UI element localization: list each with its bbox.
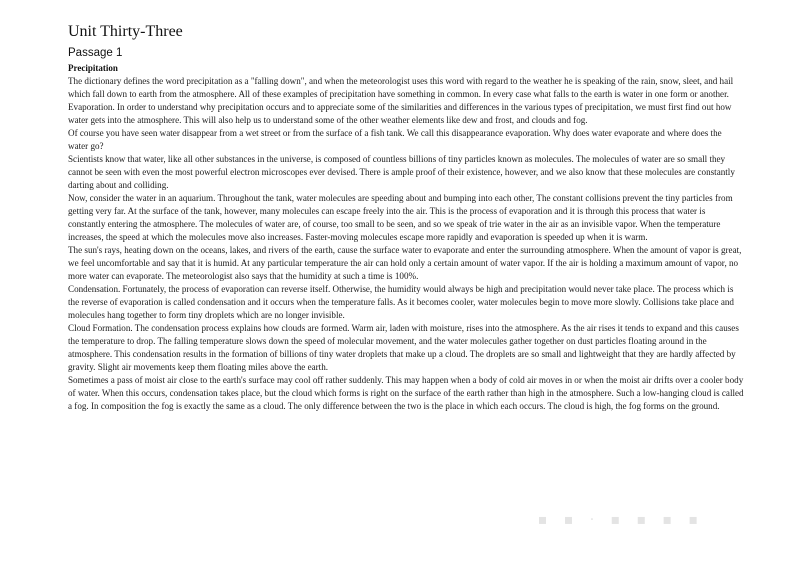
passage-label: Passage 1: [68, 47, 123, 59]
paragraph-sun-rays: The sun's rays, heating down on the oceans, lakes, and rivers of the earth, cause the surface water to evaporate and enter the surrounding atmosphere. When the amount of vapor is great, we feel uncomfortable and say that it is humid. At any particular temperature the air can hold only a certain amount of water vapor. If the air is holding a maximum amount of vapor, no more water can evaporate. The meteorologist also says that the humidity at such a time is 100%.: [68, 245, 742, 281]
paragraph-cloud-formation: Cloud Formation. The condensation process explains how clouds are formed. Warm air, laden with moisture, rises into the atmosphere. As the air rises it tends to expand and this causes the temperature to drop. The falling temperature slows down the speed of molecular movement, and the water molecules gather together on dust particles floating around in the atmosphere. This condensation results in the formation of billions of tiny water droplets that make up a cloud. The droplets are so small and lightweight that they are hardly affected by gravity. Slight air movements keep them floating miles above the earth.: [68, 323, 739, 372]
paragraph-fog: Sometimes a pass of moist air close to the earth's surface may cool off rather suddenly. This may happen when a body of cold air moves in or when the moist air drifts over a cooler body of water. When this occurs, condensation takes place, but the cloud which forms is right on the surface of the earth rather than high in the atmosphere. Such a low-hanging cloud is called a fog. In composition the fog is exactly the same as a cloud. The only difference between the two is the place in which each occurs. The cloud is high, the fog forms on the ground.: [68, 375, 744, 411]
paragraph-condensation: Condensation. Fortunately, the process of evaporation can reverse itself. Otherwise, the humidity would always be high and precipitation would never take place. The process which is the reverse of evaporation is called condensation and it occurs when the temperature falls. As it becomes cooler, water molecules begin to move more slowly. Collisions take place and molecules hang together to form tiny droplets which are no longer invisible.: [68, 284, 734, 320]
unit-title: Unit Thirty-Three: [68, 23, 183, 40]
paragraph-evaporation: Evaporation. In order to understand why precipitation occurs and to appreciate some of the similarities and differences in the various types of precipitation, we must first find out how water gets into the atmosphere. This will also help us to understand some of the other weather elements like dew and frost, and clouds and fog.: [68, 102, 732, 125]
paragraph-intro: The dictionary defines the word precipitation as a "falling down", and when the meteorologist uses this word with regard to the weather he is speaking of the rain, snow, sleet, and hail which fall down to earth from the atmosphere. All of these examples of precipitation have something in common. In every case what falls to the earth is water in one form or another.: [68, 76, 734, 99]
watermark-mark: ▪ ▪ · ▪ ▪ ▪ ▪: [537, 512, 704, 528]
paragraph-aquarium: Now, consider the water in an aquarium. Throughout the tank, water molecules are speeding about and bumping into each other, The constant collisions prevent the tiny particles from getting very far. At the surface of the tank, however, many molecules can escape freely into the air. This is the process of evaporation and it is through this process that water is constantly entering the atmosphere. The molecules of water are, of course, too small to be seen, and so we speak of trie water in the air as an invisible vapor. When the temperature increases, the speed at which the molecules move also increases. Faster-moving molecules escape more rapidly and evaporation is speeded up when it is warm.: [68, 193, 733, 242]
paragraph-molecules: Scientists know that water, like all other substances in the universe, is composed of countless billions of tiny particles known as molecules. The molecules of water are so small they cannot be seen with even the most powerful electron microscopes ever devised. There is ample proof of their existence, however, and we also know that these molecules are constantly darting about and colliding.: [68, 154, 735, 190]
paragraph-disappearance: Of course you have seen water disappear from a wet street or from the surface of a fish tank. We call this disappearance evaporation. Why does water evaporate and where does the water go?: [68, 128, 722, 151]
section-title: Precipitation: [68, 63, 118, 73]
document-page: [68, 22, 744, 413]
